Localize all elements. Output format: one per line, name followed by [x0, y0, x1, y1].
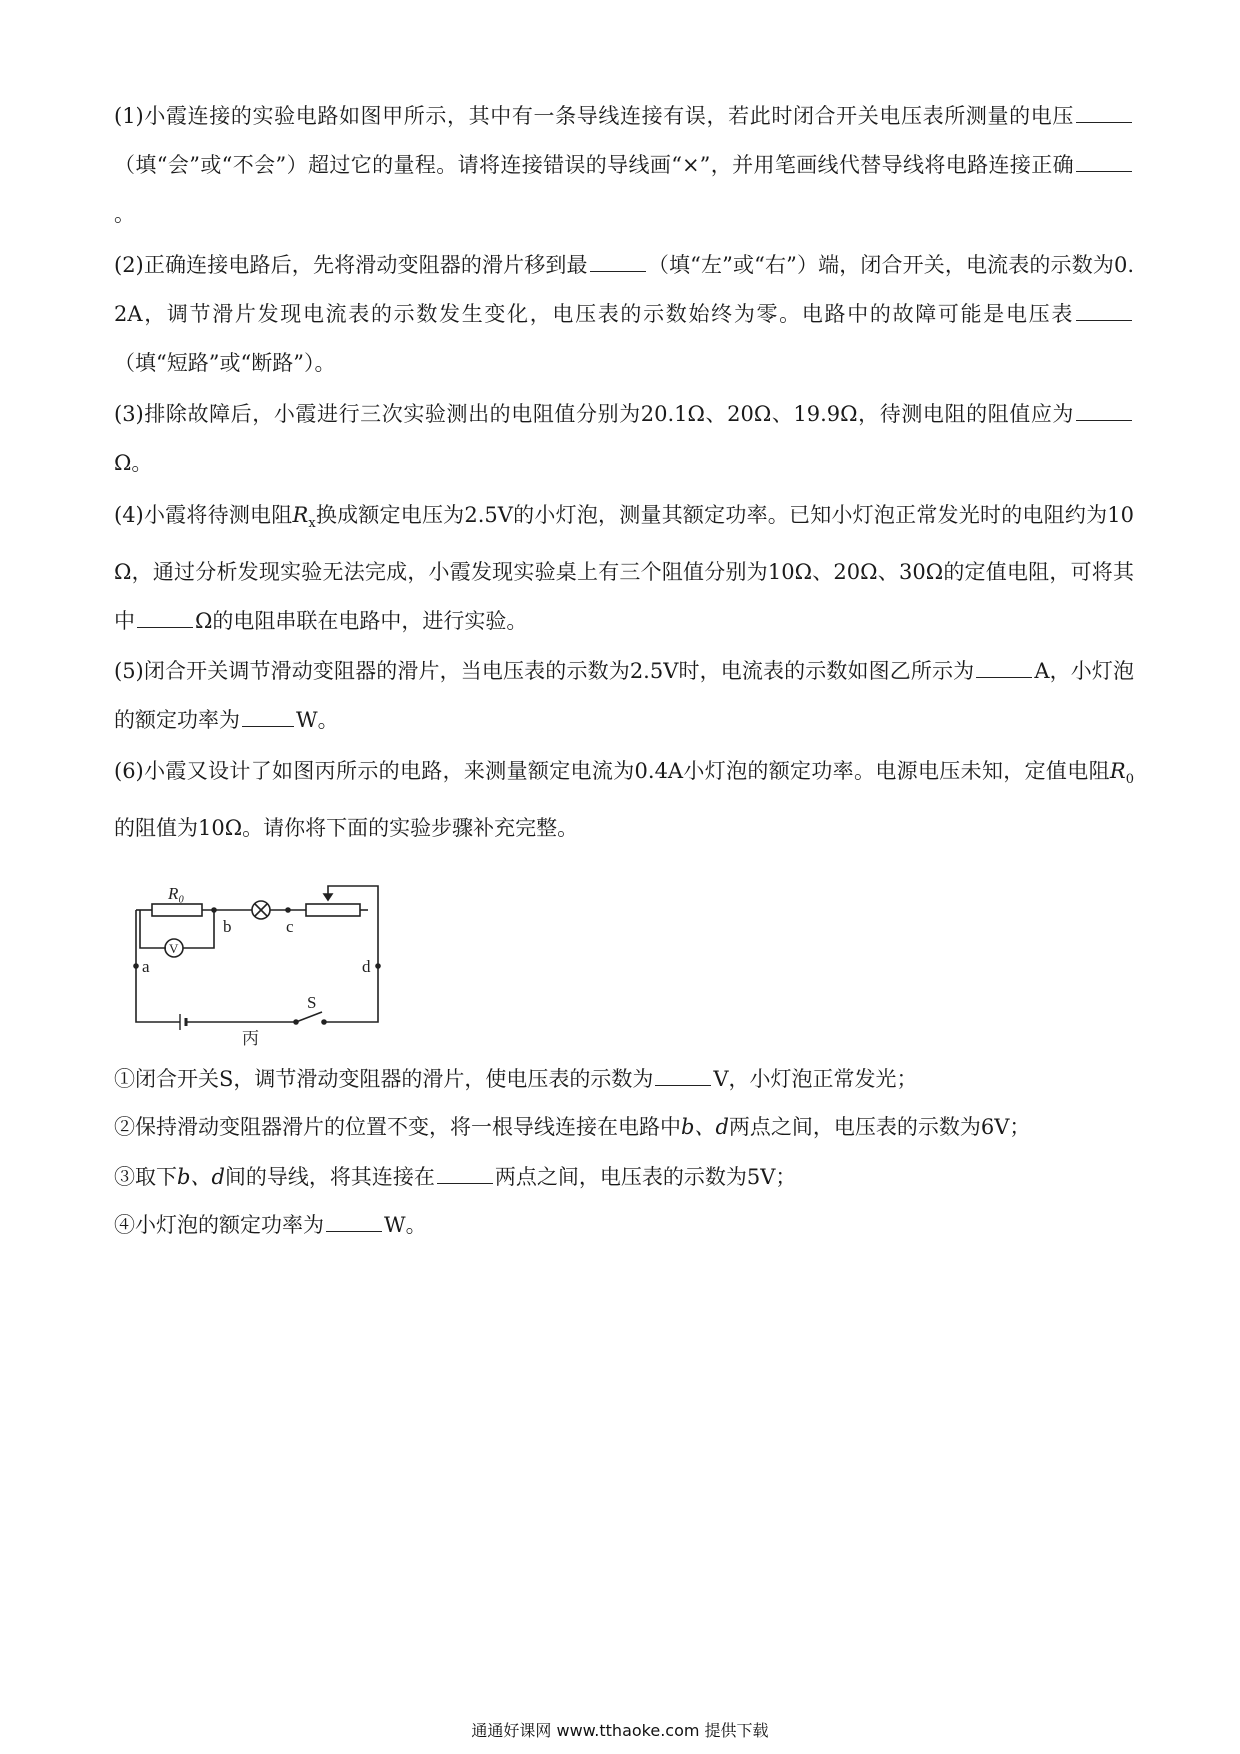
rheostat — [306, 904, 360, 916]
label-v: V — [169, 941, 179, 956]
question-5: (5)闭合开关调节滑动变阻器的滑片，当电压表的示数为2.5V时，电流表的示数如图乙所示为 A，小灯泡的额定功率为 W。 — [114, 659, 1134, 732]
node-d — [376, 964, 380, 968]
figure-caption: 丙 — [242, 1029, 259, 1048]
switch-icon — [296, 1012, 322, 1022]
answer-blank[interactable] — [590, 253, 646, 272]
label-b: b — [223, 917, 232, 936]
step-2: ②保持滑动变阻器滑片的位置不变，将一根导线连接在电路中b、d两点之间，电压表的示数为6V； — [114, 1115, 1031, 1139]
label-a: a — [142, 957, 150, 976]
answer-blank[interactable] — [1076, 302, 1132, 321]
circuit-diagram — [118, 858, 438, 1048]
answer-blank[interactable] — [326, 1213, 382, 1232]
label-d: d — [362, 957, 371, 976]
question-2: (2)正确连接电路后，先将滑动变阻器的滑片移到最 （填“左”或“右”）端，闭合开关，电流表的示数为0.2A，调节滑片发现电流表的示数发生变化，电压表的示数始终为零。电路中的故障可能是电压表（填“短路”或“断路”）。 — [114, 253, 1134, 375]
answer-blank[interactable] — [1076, 153, 1132, 172]
node-c — [286, 908, 290, 912]
question-1: (1)小霞连接的实验电路如图甲所示，其中有一条导线连接有误，若此时闭合开关电压表所测量的电压（填“会”或“不会”）超过它的量程。请将连接错误的导线画“×”，并用笔画线代替导线将电路连接正确。 — [114, 92, 1134, 239]
switch-icon — [322, 1020, 326, 1024]
step-4: ④小灯泡的额定功率为 W。 — [114, 1213, 427, 1237]
resistor-r0 — [152, 904, 202, 916]
question-4: (4)小霞将待测电阻$R_x$换成额定电压为2.5V的小灯泡，测量其额定功率。已知小灯泡正常发光时的电阻约为10Ω，通过分析发现实验无法完成，小霞发现实验桌上有三个阻值分别为10Ω、20Ω、30Ω的定值电阻，可将其中 Ω的电阻串联在电路中，进行实验。 — [114, 503, 1135, 634]
answer-blank[interactable] — [242, 708, 294, 727]
step-1: ①闭合开关S，调节滑动变阻器的滑片，使电压表的示数为 V，小灯泡正常发光； — [114, 1067, 918, 1091]
rheostat-slider — [324, 894, 332, 900]
label-s: S — [307, 993, 317, 1012]
answer-blank[interactable] — [1076, 104, 1132, 123]
wire-right — [326, 886, 378, 1022]
answer-blank[interactable] — [655, 1067, 711, 1086]
question-3: (3)排除故障后，小霞进行三次实验测出的电阻值分别为20.1Ω、20Ω、19.9Ω，待测电阻的阻值应为Ω。 — [114, 390, 1134, 488]
label-r0: R₀ — [168, 884, 185, 903]
answer-blank[interactable] — [137, 609, 193, 628]
step-3: ③取下b、d间的导线，将其连接在 两点之间，电压表的示数为5V； — [114, 1165, 797, 1189]
answer-blank[interactable] — [976, 659, 1032, 678]
question-6: (6)小霞又设计了如图丙所示的电路，来测量额定电流为0.4A小灯泡的额定功率。电源电压未知，定值电阻$R_0$的阻值为10Ω。请你将下面的实验步骤补充完整。 — [114, 759, 1134, 841]
node-a — [134, 964, 138, 968]
node-b — [212, 908, 216, 912]
answer-blank[interactable] — [437, 1165, 493, 1184]
page-footer: 通通好课网 www.tthaoke.com 提供下载 — [471, 1721, 769, 1740]
answer-blank[interactable] — [1076, 402, 1132, 421]
label-c: c — [286, 917, 294, 936]
